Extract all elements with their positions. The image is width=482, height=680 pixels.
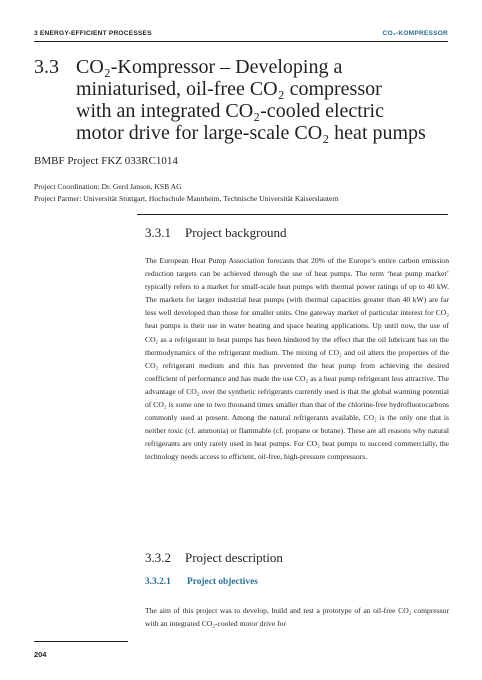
subsection-heading	[145, 225, 286, 241]
subsubsection-heading	[145, 577, 258, 587]
subsection-number: 3.3.2	[145, 550, 171, 565]
header-divider	[34, 41, 448, 42]
body-paragraph	[145, 604, 449, 630]
project-partner: Project Partner: Universität Stuttgart, Hochschule Mannheim, Technische Universität Kaiserslautern	[34, 194, 339, 203]
running-header-title: CO₂-KOMPRESSOR	[382, 30, 448, 37]
section-number: 3.3	[34, 56, 59, 78]
subsubsection-number: 3.3.2.1	[145, 577, 171, 587]
section-title-line: with an integrated CO₂-cooled electric	[76, 100, 384, 122]
page-number: 204	[34, 650, 47, 659]
section-title	[76, 56, 456, 144]
footer-divider	[34, 641, 128, 642]
project-credits	[34, 181, 339, 205]
objectives-text: The aim of this project was to develop, build and test a prototype of an oil-free CO₂ compressor with an integrated CO₂-cooled motor drive for	[145, 606, 449, 629]
body-paragraph	[145, 254, 449, 464]
background-text: The European Heat Pump Association forecasts that 20% of the Europe’s entire carbon emission reduction targets can be achieved through the use of heat pumps. The term ‘heat pump market’ typically refers to a market for small-scale heat pumps with thermal power ratings of up to 40 kW. The markets for larger industrial heat pumps (with thermal capacities greater than 40 kW) are far less well developed than those for smaller units. One gateway market of particular interest for CO₂ heat pumps is their use in water heating and space heating applications. Up until now, the use of CO₂ as a refrigerant in heat pumps has been hindered by the effect that the oil lubricant has on the thermodynamics of the refrigerant medium. The mixing of CO₂ and oil alters the properties of the CO₂ refrigerant medium and this has prevented the heat pump from achieving the desired coefficient of performance and has made the use CO₂ as a heat pump refrigerant less attractive. The advantage of CO₂ over the synthetic refrigerants currently used is that the global warming potential of CO₂ is some one to two thousand times smaller than that of the chlorine-free hydrofluorocarbons commonly used at present. Among the natural refrigerants available, CO₂ is the only one that is neither toxic (cf. ammonia) or flammable (cf. propane or butane). These are all reasons why natural refrigerants are only rarely used in heat pumps. For CO₂ heat pumps to succeed commercially, the technology needs access to efficient, oil-free, high-pressure compressors.	[145, 256, 449, 462]
subsection-title: Project description	[185, 550, 283, 565]
subsubsection-title: Project objectives	[187, 577, 258, 587]
running-header-chapter: 3 ENERGY-EFFICIENT PROCESSES	[34, 30, 152, 37]
subsection-title: Project background	[185, 225, 287, 240]
subsection-number: 3.3.1	[145, 225, 171, 240]
project-id: BMBF Project FKZ 033RC1014	[34, 155, 178, 167]
content-divider	[137, 214, 448, 215]
section-title-line: motor drive for large-scale CO₂ heat pumps	[76, 122, 426, 144]
project-coordination: Project Coordination: Dr. Gerd Janson, KSB AG	[34, 182, 182, 191]
subsection-heading	[145, 550, 283, 566]
section-title-line: miniaturised, oil-free CO₂ compressor	[76, 78, 382, 100]
section-title-line: CO₂-Kompressor – Developing a	[76, 56, 343, 78]
